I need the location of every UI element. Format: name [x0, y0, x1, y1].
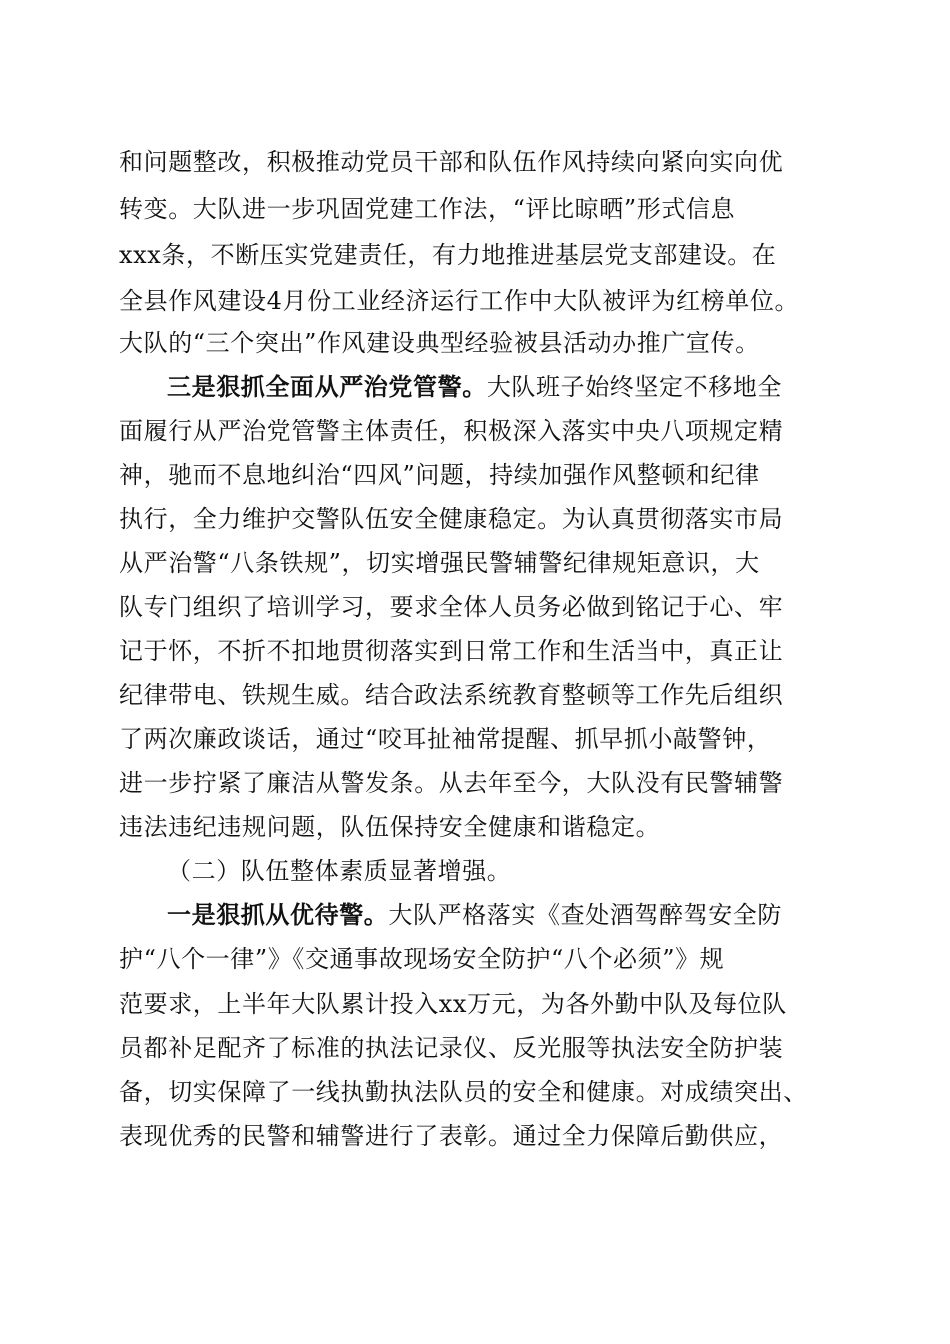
paragraph-3-line-3: 范要求，上半年大队累计投入xx万元，为各外勤中队及每位队	[119, 990, 787, 1018]
paragraph-3-first-line-rest: 大队严格落实《查处酒驾醉驾安全防	[388, 901, 783, 929]
paragraph-2-lead: 三是狠抓全面从严治党管警。	[167, 372, 487, 401]
paragraph-1-line-3: xxx条，不断压实党建责任，有力地推进基层党支部建设。在	[119, 241, 777, 269]
paragraph-2-line-4: 执行，全力维护交警队伍安全健康稳定。为认真贯彻落实市局	[119, 505, 784, 533]
paragraph-1-line-4: 全县作风建设4月份工业经济运行工作中大队被评为红榜单位。	[119, 287, 800, 315]
paragraph-1-line-5: 大队的“三个突出”作风建设典型经验被县活动办推广宣传。	[119, 329, 760, 357]
paragraph-1-line-1: 和问题整改，积极推动党员干部和队伍作风持续向紧向实向优	[119, 148, 784, 176]
paragraph-2-line-3: 神，驰而不息地纠治“四风”问题，持续加强作风整顿和纪律	[119, 461, 760, 489]
paragraph-2-line-1	[167, 371, 782, 403]
paragraph-3-line-4: 员都补足配齐了标准的执法记录仪、反光服等执法安全防护装	[119, 1034, 784, 1062]
paragraph-2-line-2: 面履行从严治党管警主体责任，积极深入落实中央八项规定精	[119, 417, 784, 445]
section-heading: （二）队伍整体素质显著增强。	[167, 857, 512, 885]
paragraph-2-line-8: 纪律带电、铁规生威。结合政法系统教育整顿等工作先后组织	[119, 681, 784, 709]
paragraph-3-line-6: 表现优秀的民警和辅警进行了表彰。通过全力保障后勤供应，	[119, 1122, 784, 1150]
paragraph-1-line-2: 转变。大队进一步巩固党建工作法，“评比晾晒”形式信息	[119, 195, 736, 223]
paragraph-2-line-6: 队专门组织了培训学习，要求全体人员务必做到铭记于心、牢	[119, 593, 784, 621]
paragraph-3-line-1	[167, 899, 782, 931]
paragraph-2-line-9: 了两次廉政谈话，通过“咬耳扯袖常提醒、抓早抓小敲警钟，	[119, 725, 772, 753]
paragraph-3-line-2: 护“八个一律”》《交通事故现场安全防护“八个必须”》规	[119, 945, 725, 973]
paragraph-2-line-10: 进一步拧紧了廉洁从警发条。从去年至今，大队没有民警辅警	[119, 769, 784, 797]
paragraph-2-first-line-rest: 大队班子始终坚定不移地全	[486, 373, 783, 401]
paragraph-2-line-5: 从严治警“八条铁规”，切实增强民警辅警纪律规矩意识，大	[119, 549, 760, 577]
paragraph-2-line-7: 记于怀，不折不扣地贯彻落实到日常工作和生活当中，真正让	[119, 637, 784, 665]
paragraph-3-line-5: 备，切实保障了一线执勤执法队员的安全和健康。对成绩突出、	[119, 1078, 808, 1106]
paragraph-2-line-11: 违法违纪违规问题，队伍保持安全健康和谐稳定。	[119, 813, 661, 841]
paragraph-3-lead: 一是狠抓从优待警。	[167, 900, 389, 929]
